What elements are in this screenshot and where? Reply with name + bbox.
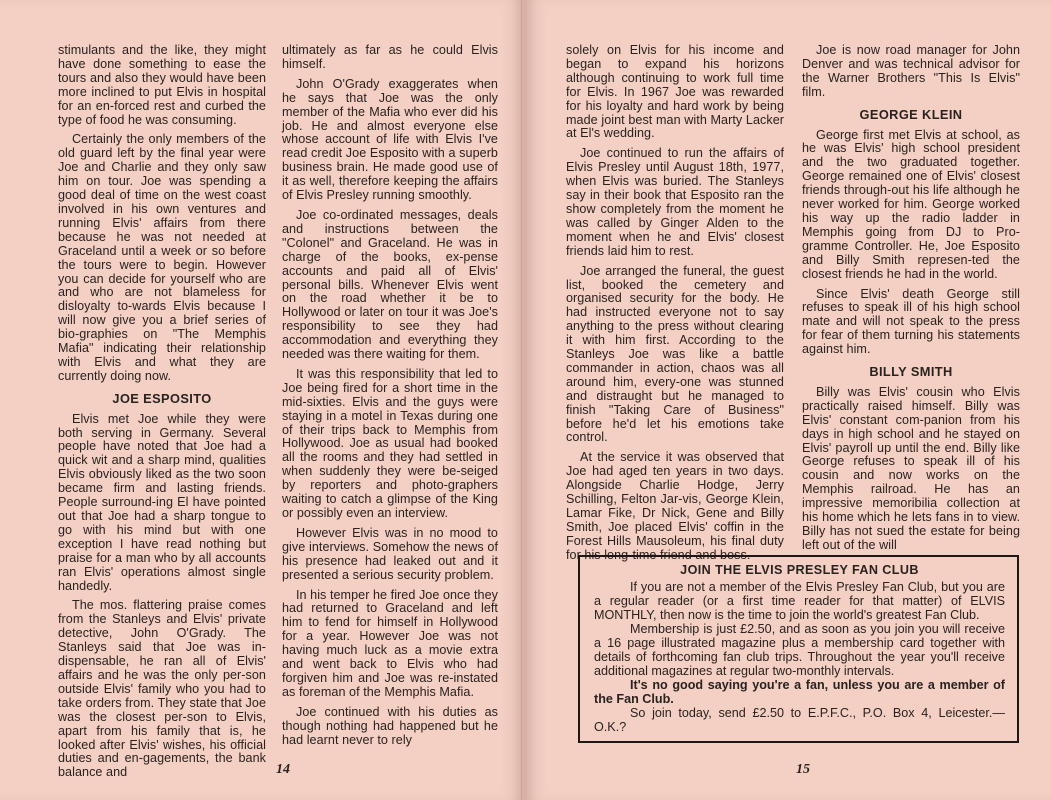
paragraph: Joe is now road manager for John Denver and was technical advisor for the Warner Brothers "This Is Elvis" film. [802, 43, 1020, 99]
paragraph: Certainly the only members of the old guard left by the final year were Joe and Charlie and they only saw him on tour. Joe was spending a good deal of time on the west coast involved in his own ventures and running Elvis' affairs from there because he was not needed at Graceland until a week or so before the tours were to begin. However you can decide for yourself who are and who are not blameless for disloyalty to-wards Elvis because I will now give you a brief series of bio-graphies on "The Memphis Mafia" indicating their relationship with Elvis and what they are currently doing now. [58, 132, 266, 383]
fan-club-title: JOIN THE ELVIS PRESLEY FAN CLUB [680, 563, 919, 577]
paragraph: Elvis met Joe while they were both serving in Germany. Several people have noted that Joe had a quick wit and a sharp mind, qualities Elvis obviously liked as the two soon became firm and lasting friends. People surround-ing El have pointed out that Joe had a sharp tongue to go with his mind but with one exception I have read nothing but praise for a man who by all accounts ran Elvis' operations almost single handedly. [58, 411, 266, 593]
left-page [0, 0, 523, 800]
fan-club-bold-statement: It's no good saying you're a fan, unless you are a member of the Fan Club. [594, 678, 1005, 706]
page-number-left: 14 [276, 762, 290, 777]
section-heading-joe-esposito: JOE ESPOSITO [112, 390, 212, 406]
paragraph: In his temper he fired Joe once they had returned to Graceland and left him to fend for himself in Hollywood for a year. However Joe was not having much luck as a movie extra and went back to Elvis who had forgiven him and Joe was re-instated as foreman of the Memphis Mafia. [282, 587, 499, 699]
paragraph: The mos. flattering praise comes from the Stanleys and Elvis' private detective, John O'Grady. The Stanleys said that Joe was in-dispensable, he ran all of Elvis' affairs and he was the only per-son outside Elvis' family who you had to take orders from. They state that Joe was the closest per-son to Elvis, apart from his family that is, he looked after Elvis' wishes, his official duties and en-gagements, the bank balance and [58, 598, 266, 780]
fan-club-paragraph: If you are not a member of the Elvis Presley Fan Club, but you are a regular reader (or a first time reader for that matter) of ELVIS MONTHLY, then now is the time to join the world's greatest Fan Club. [594, 580, 1005, 622]
left-column-1 [58, 44, 266, 786]
paragraph: George first met Elvis at school, as he was Elvis' high school president and the two graduated together. George remained one of Elvis' closest friends through-out his life although he never worked for him. George worked his way up the radio ladder in Memphis going from DJ to Pro-gramme Controller. He, Joe Esposito and Billy Smith represen-ted the closest friends he had in the world. [802, 127, 1020, 281]
paragraph: At the service it was observed that Joe had aged ten years in two days. Alongside Charlie Hodge, Jerry Schilling, Felton Jar-vis, George Klein, Lamar Fike, Dr Nick, Gene and Billy Smith, Joe placed Elvis' coffin in the Forest Hills Mausoleum, his final duty for his long-time friend and boss. [566, 450, 784, 562]
left-column-2 [282, 44, 498, 754]
section-heading-billy-smith: BILLY SMITH [869, 364, 953, 380]
right-column-1 [566, 44, 784, 569]
paragraph: solely on Elvis for his income and began to expand his horizons although continuing to work full time for Elvis. In 1967 Joe was rewarded for his loyalty and hard work by being made joint best man with Marty Lacker at El's wedding. [566, 43, 784, 141]
paragraph: However Elvis was in no mood to give interviews. Somehow the news of his presence had leaked out and it presented a serious security problem. [282, 525, 498, 582]
paragraph: It was this responsibility that led to Joe being fired for a short time in the mid-sixties. Elvis and the guys were staying in a motel in Texas during one of their trips back to Memphis from Hollywood. Joe as usual had booked all the rooms and they had settled in when suddenly they were be-seiged by reporters and photo-graphers waiting to catch a glimpse of the King or possibly even an interview. [282, 366, 498, 520]
fan-club-paragraph: Membership is just £2.50, and as soon as you join you will receive a 16 page illustrated magazine plus a membership card together with details of forthcoming fan club trips. Throughout the year you'll receive additional magazines at regular two-monthly intervals. [594, 622, 1005, 678]
right-column-2 [802, 44, 1020, 559]
section-heading-george-klein: GEORGE KLEIN [859, 106, 963, 122]
page-number-right: 15 [796, 762, 810, 777]
paragraph: Joe continued to run the affairs of Elvis Presley until August 18th, 1977, when Elvis was buried. The Stanleys say in their book that Esposito ran the show completely from the moment he was called by Ginger Alden to the moment when he and Elvis' closest friends laid him to rest. [566, 146, 784, 258]
paragraph: Since Elvis' death George still refuses to speak ill of his high school mate and will not speak to the press for fear of them turning his statements against him. [802, 286, 1020, 357]
paragraph: Joe co-ordinated messages, deals and instructions between the "Colonel" and Graceland. He was in charge of the books, ex-pense accounts and paid all of Elvis' personal bills. Whenever Elvis went on the road whether it be to Hollywood or later on tour it was Joe's responsibility to see they had accommodation and everything they needed was there waiting for them. [282, 207, 498, 362]
paragraph: Joe continued with his duties as though nothing had happened but he had learnt never to rely [282, 704, 498, 747]
fan-club-advert-box [578, 555, 1019, 743]
paragraph: Billy was Elvis' cousin who Elvis practically raised himself. Billy was Elvis' constant com-panion from his days in high school and he stayed on Elvis' payroll up until the end. Billy like George refuses to speak ill of his cousin and now works on the Memphis railroad. He has an impressive memoribilia collection at his home which he lets fans in to view. Billy has not sued the estate for being left out of the will [802, 384, 1020, 552]
paragraph: ultimately as far as he could Elvis himself. [282, 43, 498, 71]
paragraph: stimulants and the like, they might have done something to ease the tours and also they would have been more inclined to put Elvis in hospital for an en-forced rest and curbed the type of food he was consuming. [58, 43, 266, 127]
paragraph: John O'Grady exaggerates when he says that Joe was the only member of the Mafia who ever did his job. He and almost everyone else whose account of life with Elvis I've read credit Joe Esposito with a superb business brain. He made good use of it as well, therefore keeping the affairs of Elvis Presley running smoothly. [282, 76, 498, 203]
fan-club-paragraph: So join today, send £2.50 to E.P.F.C., P.O. Box 4, Leicester.— O.K.? [594, 706, 1005, 734]
paragraph: Joe arranged the funeral, the guest list, booked the cemetery and organised security for the body. He had instructed everyone not to say anything to the press without clearing it with him first. According to the Stanleys Joe was like a battle commander in action, chaos was all around him, every-one was stunned and distraught but he managed to finish "Taking Care of Business" before he'd let his emotions take control. [566, 263, 784, 445]
